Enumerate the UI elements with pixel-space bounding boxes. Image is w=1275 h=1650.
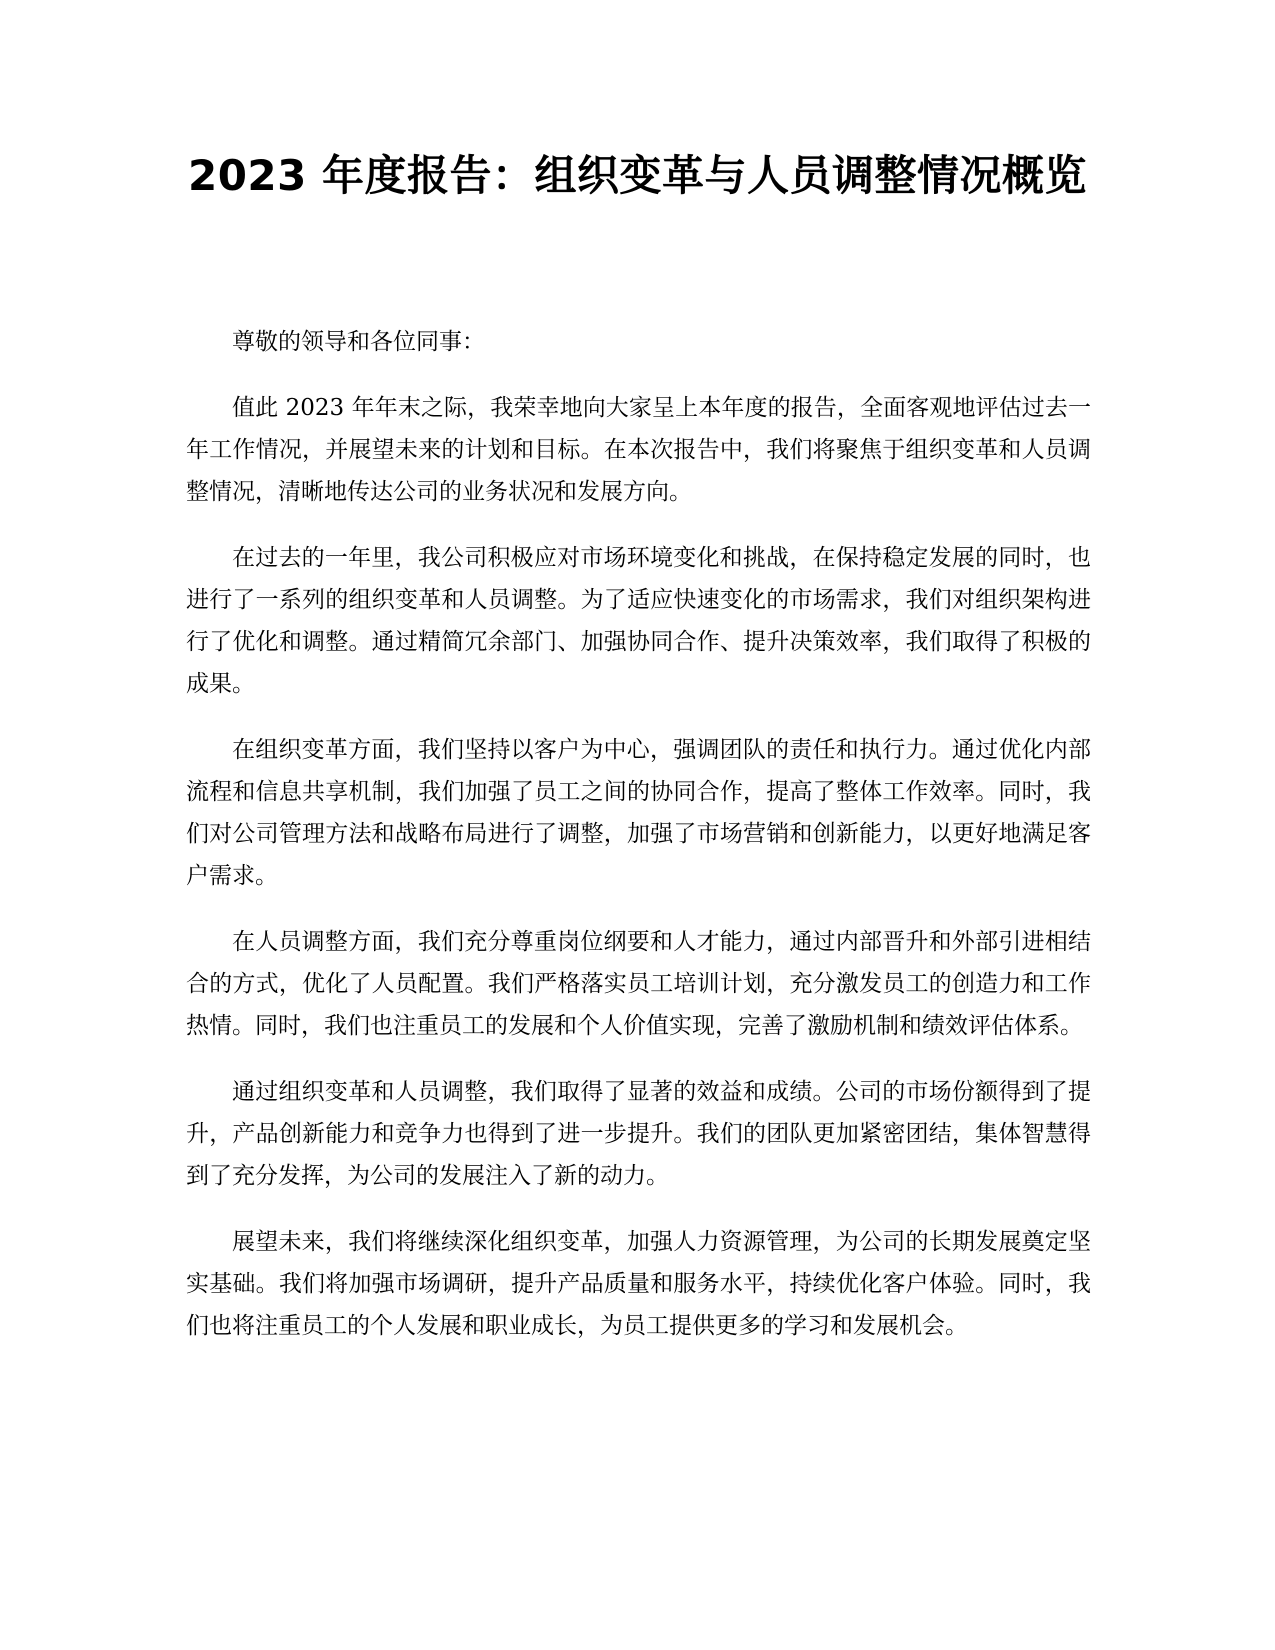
body-paragraph: 展望未来，我们将继续深化组织变革，加强人力资源管理，为公司的长期发展奠定坚实基础。我们将加强市场调研，提升产品质量和服务水平，持续优化客户体验。同时，我们也将注重员工的个人发展和职业成长，为员工提供更多的学习和发展机会。 xyxy=(186,1229,1091,1339)
document-title: 2023 年度报告：组织变革与人员调整情况概览 xyxy=(187,151,1088,200)
body-paragraph: 在组织变革方面，我们坚持以客户为中心，强调团队的责任和执行力。通过优化内部流程和信息共享机制，我们加强了员工之间的协同合作，提高了整体工作效率。同时，我们对公司管理方法和战略布局进行了调整，加强了市场营销和创新能力，以更好地满足客户需求。 xyxy=(186,737,1091,889)
body-paragraph: 值此 2023 年年末之际，我荣幸地向大家呈上本年度的报告，全面客观地评估过去一年工作情况，并展望未来的计划和目标。在本次报告中，我们将聚焦于组织变革和人员调整情况，清晰地传达公司的业务状况和发展方向。 xyxy=(186,395,1091,505)
body-paragraph: 通过组织变革和人员调整，我们取得了显著的效益和成绩。公司的市场份额得到了提升，产品创新能力和竞争力也得到了进一步提升。我们的团队更加紧密团结，集体智慧得到了充分发挥，为公司的发展注入了新的动力。 xyxy=(186,1079,1091,1189)
body-paragraph: 在人员调整方面，我们充分尊重岗位纲要和人才能力，通过内部晋升和外部引进相结合的方式，优化了人员配置。我们严格落实员工培训计划，充分激发员工的创造力和工作热情。同时，我们也注重员工的发展和个人价值实现，完善了激励机制和绩效评估体系。 xyxy=(186,929,1091,1039)
salutation-paragraph: 尊敬的领导和各位同事： xyxy=(232,329,485,355)
body-paragraph: 在过去的一年里，我公司积极应对市场环境变化和挑战，在保持稳定发展的同时，也进行了一系列的组织变革和人员调整。为了适应快速变化的市场需求，我们对组织架构进行了优化和调整。通过精简冗余部门、加强协同合作、提升决策效率，我们取得了积极的成果。 xyxy=(186,545,1091,697)
document-body xyxy=(186,321,1091,1371)
